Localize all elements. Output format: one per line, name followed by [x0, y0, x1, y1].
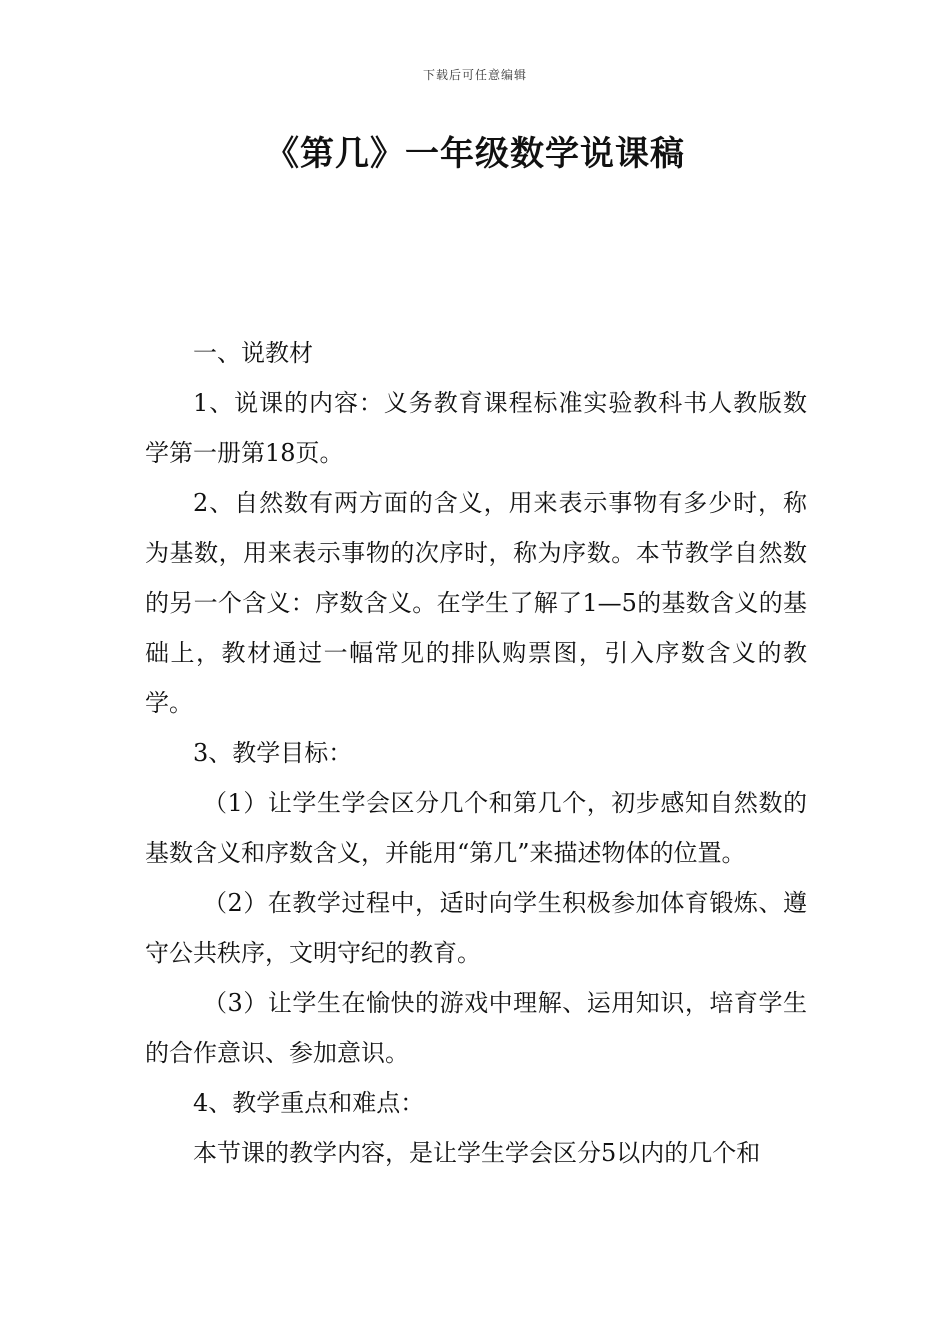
section-heading: 一、说教材 — [193, 339, 313, 367]
document-body — [145, 328, 807, 1178]
paragraph-lesson-intro: 本节课的教学内容，是让学生学会区分5以内的几个和 — [193, 1139, 761, 1167]
paragraph-goal-1: （1）让学生学会区分几个和第几个，初步感知自然数的基数含义和序数含义，并能用“第几”来描述物体的位置。 — [145, 789, 807, 867]
paragraph-teaching-goals: 3、教学目标： — [193, 739, 353, 767]
header-note: 下载后可任意编辑 — [422, 68, 527, 82]
paragraph-natural-numbers: 2、自然数有两方面的含义，用来表示事物有多少时，称为基数，用来表示事物的次序时，称为序数。本节教学自然数的另一个含义：序数含义。在学生了解了1—5的基数含义的基础上，教材通过一幅常见的排队购票图，引入序数含义的教学。 — [145, 489, 807, 717]
paragraph-goal-2: （2）在教学过程中，适时向学生积极参加体育锻炼、遵守公共秩序，文明守纪的教育。 — [145, 889, 807, 967]
document-title: 《第几》一年级数学说课稿 — [265, 134, 685, 174]
paragraph-key-points: 4、教学重点和难点： — [193, 1089, 425, 1117]
paragraph-goal-3: （3）让学生在愉快的游戏中理解、运用知识，培育学生的合作意识、参加意识。 — [145, 989, 807, 1067]
paragraph-lesson-content: 1、说课的内容：义务教育课程标准实验教科书人教版数学第一册第18页。 — [145, 389, 807, 467]
